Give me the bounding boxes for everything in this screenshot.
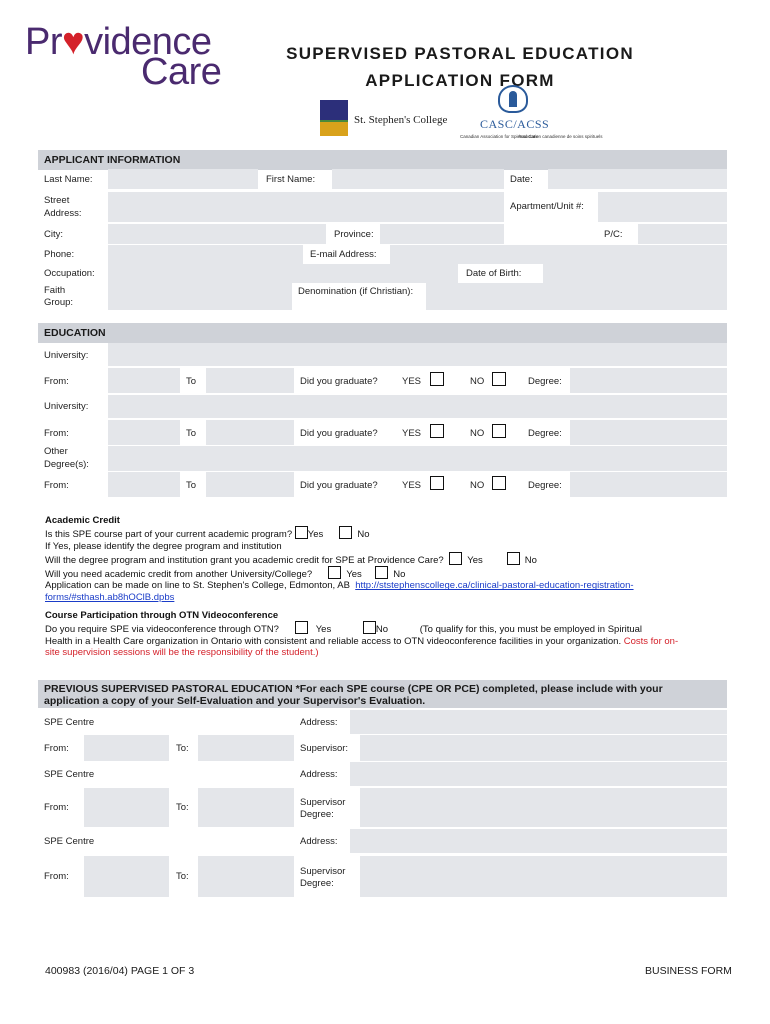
graduate-label-1: Did you graduate? <box>300 376 378 387</box>
denomination-field[interactable] <box>426 283 727 310</box>
spe-centre-label-3: SPE Centre <box>44 836 95 847</box>
registration-link-part1[interactable]: http://ststephenscollege.ca/clinical-pastoral-education-registration- <box>355 580 634 592</box>
degree-field-2[interactable] <box>570 420 727 445</box>
denomination-label: Denomination (if Christian): <box>298 286 414 297</box>
spe-from-field-2[interactable] <box>84 788 169 827</box>
street-label-1: Street <box>44 195 70 206</box>
supervisor-degree-label-3b: Degree: <box>300 878 334 889</box>
supervisor-degree-label-2b: Degree: <box>300 809 334 820</box>
row-spe-centre-3 <box>38 829 727 854</box>
previous-spe-instruction-b: application a copy of your Self-Evaluation and your Supervisor's Evaluation. <box>44 695 426 707</box>
row-address <box>38 192 727 224</box>
row-names <box>38 169 727 191</box>
otn-qualify-text: (To qualify for this, you must be employed in Spiritual <box>419 624 643 636</box>
academic-q3-yes-label: Yes <box>467 554 483 566</box>
other-label-2: Degree(s): <box>44 459 89 470</box>
dob-label: Date of Birth: <box>466 268 522 279</box>
spe-to-field-3[interactable] <box>198 856 294 897</box>
academic-q1-yes-checkbox[interactable] <box>295 526 308 539</box>
spe-centre-label-1: SPE Centre <box>44 717 95 728</box>
university-field-1[interactable] <box>108 343 727 366</box>
otn-no-checkbox[interactable] <box>363 621 376 634</box>
city-field[interactable] <box>108 224 326 244</box>
row-spe-dates-2 <box>38 788 727 828</box>
casc-logo <box>460 85 603 145</box>
row-university-1 <box>38 343 727 367</box>
supervisor-label-1: Supervisor: <box>300 743 349 754</box>
spe-from-field-1[interactable] <box>84 735 169 761</box>
address-label-1: Address: <box>300 717 338 728</box>
spe-from-label-3: From: <box>44 871 69 882</box>
otn-yes-checkbox[interactable] <box>295 621 308 634</box>
row-dates-3 <box>38 472 727 498</box>
address-label-2: Address: <box>300 769 338 780</box>
college-emblem-icon <box>320 100 348 136</box>
address-field-1[interactable] <box>350 710 727 734</box>
previous-spe-title: PREVIOUS SUPERVISED PASTORAL EDUCATION <box>44 683 293 695</box>
to-field-1[interactable] <box>206 368 294 393</box>
from-field-1[interactable] <box>108 368 180 393</box>
otn-question-text: Do you require SPE via videoconference through OTN? <box>45 624 279 636</box>
row-university-2 <box>38 395 727 419</box>
university-label-2: University: <box>44 401 89 412</box>
spe-from-label-2: From: <box>44 802 69 813</box>
street-label-2: Address: <box>44 208 82 219</box>
academic-q3-no-label: No <box>524 554 537 566</box>
academic-q4-text: Will you need academic credit from another University/College? <box>45 569 313 581</box>
casc-sub-french: Association canadienne de soins spirituels <box>518 134 603 139</box>
supervisor-degree-field-3[interactable] <box>360 856 727 897</box>
academic-q1-no-label: No <box>357 529 370 541</box>
first-name-field[interactable] <box>332 169 504 189</box>
yes-label-2: YES <box>402 428 422 439</box>
no-label-3: NO <box>470 480 485 491</box>
academic-q1-no-checkbox[interactable] <box>339 526 352 539</box>
page-header <box>0 0 770 150</box>
academic-q1 <box>45 526 735 540</box>
from-label-3: From: <box>44 480 69 491</box>
row-faith <box>38 283 727 311</box>
occupation-field[interactable] <box>108 264 458 283</box>
spe-to-label-2: To: <box>176 802 189 813</box>
academic-q4-yes-checkbox[interactable] <box>328 566 341 579</box>
academic-apply-text: Application can be made on line to St. Stephen's College, Edmonton, AB <box>45 580 350 592</box>
otn-yes-label: Yes <box>315 624 332 636</box>
academic-q3 <box>45 552 735 566</box>
college-name: St. Stephen's College <box>354 114 448 126</box>
title-line-2: APPLICATION FORM <box>365 71 555 90</box>
faith-label-1: Faith <box>44 285 66 296</box>
spe-centre-label-2: SPE Centre <box>44 769 95 780</box>
graduate-yes-checkbox-3[interactable] <box>430 476 444 490</box>
row-spe-dates-3 <box>38 856 727 898</box>
academic-q4 <box>45 566 735 580</box>
title-line-1: SUPERVISED PASTORAL EDUCATION <box>286 44 634 63</box>
from-label-1: From: <box>44 376 69 387</box>
date-field[interactable] <box>548 169 727 189</box>
graduate-no-checkbox-2[interactable] <box>492 424 506 438</box>
otn-section <box>45 610 735 658</box>
row-dates-1 <box>38 368 727 394</box>
city-label: City: <box>44 229 63 240</box>
heart-icon: ♥ <box>62 21 85 63</box>
email-label: E-mail Address: <box>310 249 377 260</box>
applicant-info-heading: APPLICANT INFORMATION <box>38 150 727 170</box>
other-degree-field[interactable] <box>108 446 727 471</box>
supervisor-degree-label-2a: Supervisor <box>300 797 346 808</box>
last-name-field[interactable] <box>108 169 258 189</box>
academic-q4-no-label: No <box>393 569 406 581</box>
to-label-3: To <box>186 480 197 491</box>
academic-q3-text: Will the degree program and institution grant you academic credit for SPE at Providence Care? <box>45 554 444 566</box>
first-name-label: First Name: <box>266 174 316 185</box>
row-other-degree <box>38 446 727 472</box>
from-label-2: From: <box>44 428 69 439</box>
yes-label-1: YES <box>402 376 422 387</box>
spe-from-field-3[interactable] <box>84 856 169 897</box>
street-address-field[interactable] <box>108 192 504 222</box>
graduate-label-2: Did you graduate? <box>300 428 378 439</box>
academic-credit-section <box>45 515 735 603</box>
previous-spe-instruction-a: *For each SPE course (CPE OR PCE) completed, please include with your <box>295 683 663 695</box>
providence-care-logo <box>25 22 240 92</box>
graduate-no-checkbox-3[interactable] <box>492 476 506 490</box>
spe-to-label-1: To: <box>176 743 189 754</box>
province-label: Province: <box>334 229 374 240</box>
address-label-3: Address: <box>300 836 338 847</box>
yes-label-3: YES <box>402 480 422 491</box>
university-label-1: University: <box>44 350 89 361</box>
degree-label-2: Degree: <box>528 428 562 439</box>
row-phone <box>38 245 727 265</box>
registration-link-part2[interactable]: forms/#sthash.ab8hOClB.dpbs <box>45 591 175 603</box>
otn-costs-b: site supervision sessions will be the responsibility of the student.) <box>45 646 319 658</box>
row-spe-dates-1 <box>38 735 727 762</box>
no-label-1: NO <box>470 376 485 387</box>
supervisor-field-1[interactable] <box>360 735 727 761</box>
academic-q1-text: Is this SPE course part of your current academic program? <box>45 529 293 541</box>
phone-field[interactable] <box>108 245 303 264</box>
education-heading: EDUCATION <box>38 323 727 343</box>
logo-text-vidence: vidence <box>84 21 212 63</box>
previous-spe-heading <box>38 680 727 708</box>
footer-business-form: BUSINESS FORM <box>645 965 732 977</box>
phone-label: Phone: <box>44 249 75 260</box>
graduate-yes-checkbox-2[interactable] <box>430 424 444 438</box>
row-spe-centre-1 <box>38 710 727 735</box>
spe-centre-field-1[interactable] <box>38 710 294 734</box>
row-occupation <box>38 264 727 284</box>
other-label-1: Other <box>44 446 68 457</box>
from-field-2[interactable] <box>108 420 180 445</box>
otn-costs-a: Costs for on- <box>623 635 679 647</box>
apartment-field[interactable] <box>598 192 727 222</box>
academic-q3-yes-checkbox[interactable] <box>449 552 462 565</box>
last-name-label: Last Name: <box>44 174 93 185</box>
no-label-2: NO <box>470 428 485 439</box>
faith-label-2: Group: <box>44 297 74 308</box>
university-field-2[interactable] <box>108 395 727 418</box>
dob-field[interactable] <box>543 264 727 283</box>
academic-q2: If Yes, please identify the degree program and institution <box>45 540 282 552</box>
casc-sub-english: Canadian Association for Spiritual Care <box>460 134 539 139</box>
academic-credit-heading: Academic Credit <box>45 515 120 526</box>
logo-text-care: Care <box>141 51 222 93</box>
date-label: Date: <box>510 174 533 185</box>
degree-field-1[interactable] <box>570 368 727 393</box>
row-dates-2 <box>38 420 727 446</box>
supervisor-degree-label-3a: Supervisor <box>300 866 346 877</box>
postal-code-field[interactable] <box>638 224 727 244</box>
occupation-label: Occupation: <box>44 268 95 279</box>
address-field-3[interactable] <box>350 829 727 853</box>
from-field-3[interactable] <box>108 472 180 497</box>
apartment-label: Apartment/Unit #: <box>510 201 584 212</box>
otn-line2-text: Health in a Health Care organization in Ontario with consistent and reliable access to OTN videoconference facilities in your organization. <box>45 635 622 647</box>
row-city <box>38 224 727 245</box>
otn-heading: Course Participation through OTN Videoconference <box>45 610 279 621</box>
degree-label-3: Degree: <box>528 480 562 491</box>
to-field-3[interactable] <box>206 472 294 497</box>
st-stephens-college-logo <box>320 100 455 136</box>
spe-to-label-3: To: <box>176 871 189 882</box>
degree-label-1: Degree: <box>528 376 562 387</box>
academic-q3-no-checkbox[interactable] <box>507 552 520 565</box>
spe-to-field-1[interactable] <box>198 735 294 761</box>
graduate-yes-checkbox-1[interactable] <box>430 372 444 386</box>
graduate-no-checkbox-1[interactable] <box>492 372 506 386</box>
otn-question <box>45 621 735 635</box>
academic-q1-yes-label: Yes <box>307 529 324 541</box>
to-label-2: To <box>186 428 197 439</box>
to-label-1: To <box>186 376 197 387</box>
casc-name: CASC/ACSS <box>480 117 550 131</box>
graduate-label-3: Did you graduate? <box>300 480 378 491</box>
degree-field-3[interactable] <box>570 472 727 497</box>
row-spe-centre-2 <box>38 762 727 787</box>
to-field-2[interactable] <box>206 420 294 445</box>
otn-line2 <box>45 636 735 647</box>
academic-q4-yes-label: Yes <box>346 569 362 581</box>
footer-form-number: 400983 (2016/04) PAGE 1 OF 3 <box>45 965 195 977</box>
email-field[interactable] <box>390 245 727 264</box>
casc-emblem-icon <box>498 85 528 113</box>
province-field[interactable] <box>380 224 504 244</box>
otn-no-label: No <box>375 624 389 636</box>
spe-from-label-1: From: <box>44 743 69 754</box>
faith-group-field[interactable] <box>108 283 292 310</box>
academic-apply <box>45 580 735 591</box>
address-field-2[interactable] <box>350 762 727 786</box>
academic-q4-no-checkbox[interactable] <box>375 566 388 579</box>
logo-text-pr: Pr <box>25 21 62 63</box>
supervisor-degree-field-2[interactable] <box>360 788 727 827</box>
postal-code-label: P/C: <box>604 229 623 240</box>
spe-to-field-2[interactable] <box>198 788 294 827</box>
